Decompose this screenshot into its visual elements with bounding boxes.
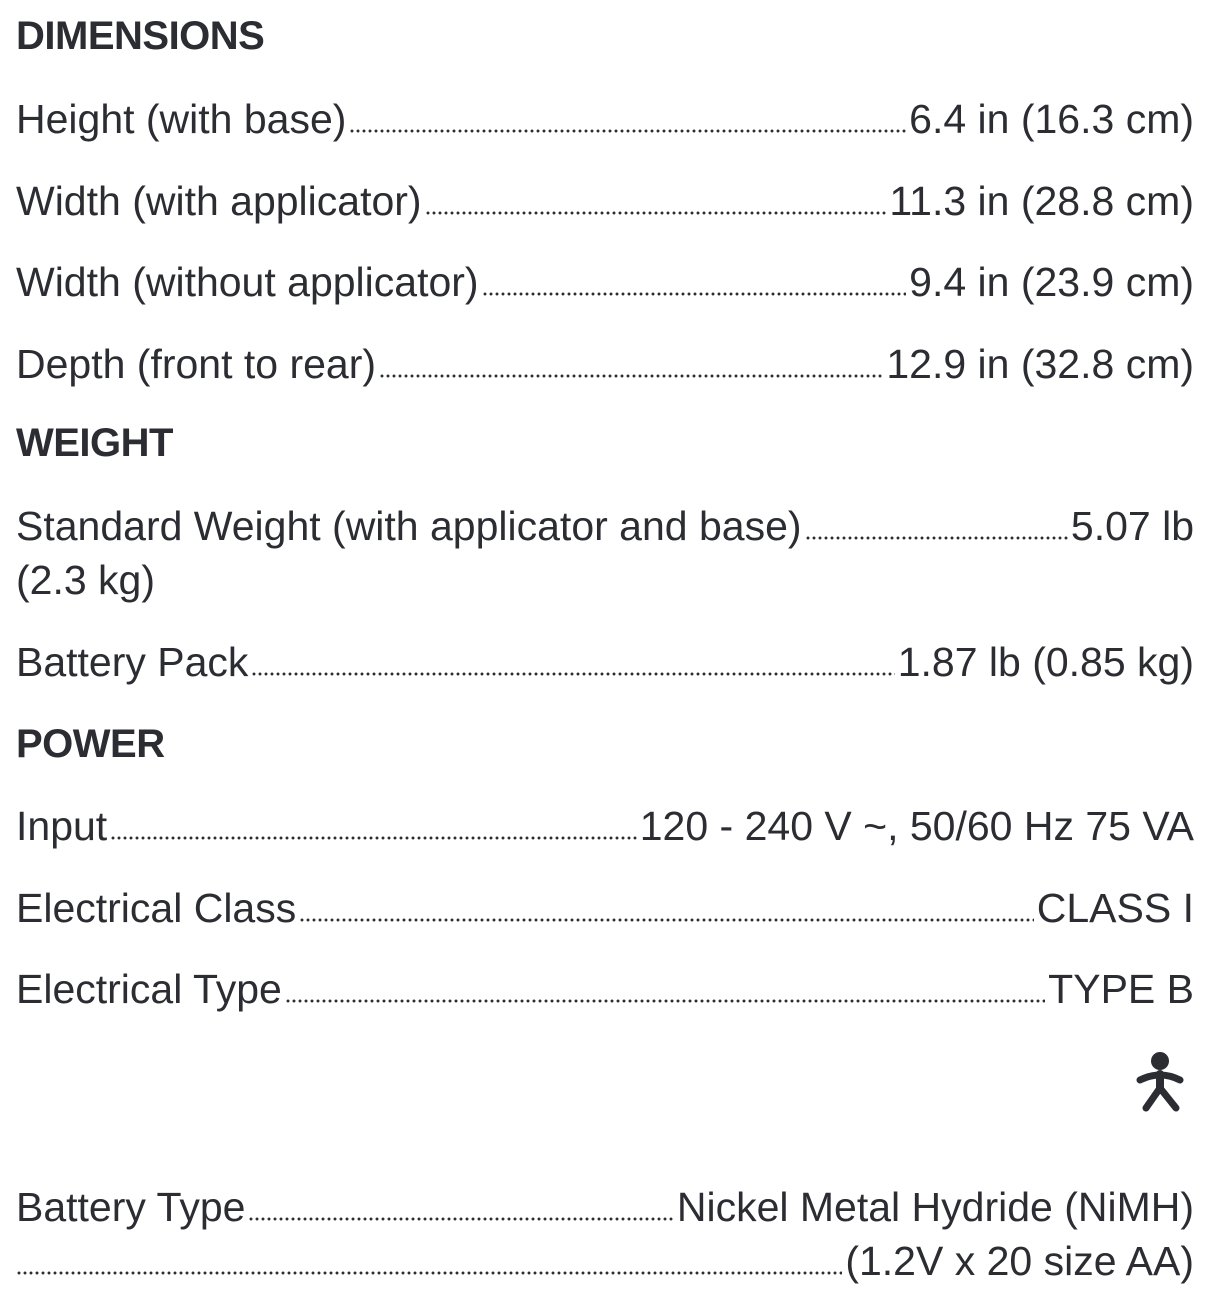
spec-value: TYPE B	[1048, 966, 1194, 1012]
spec-row-input	[16, 800, 1194, 852]
dot-leader	[379, 374, 883, 378]
spec-row-depth	[16, 338, 1194, 390]
spec-value: (1.2V x 20 size AA)	[845, 1238, 1194, 1284]
dot-leader	[251, 672, 894, 676]
spec-row-width-without-applicator	[16, 256, 1194, 308]
weight-heading: WEIGHT	[16, 421, 173, 465]
spec-label: Electrical Class	[16, 885, 297, 931]
spec-value: 11.3 in (28.8 cm)	[889, 178, 1194, 224]
spec-row-electrical-class	[16, 882, 1194, 934]
spec-label: Battery Type	[16, 1184, 246, 1230]
spec-row-width-with-applicator	[16, 175, 1194, 227]
dot-leader	[248, 1217, 673, 1221]
dot-leader	[285, 999, 1045, 1003]
spec-row-electrical-type	[16, 963, 1194, 1015]
spec-value: 5.07 lb	[1070, 503, 1194, 549]
power-heading: POWER	[16, 722, 165, 766]
spec-row-battery-type	[16, 1181, 1194, 1233]
type-b-applied-part-icon	[1136, 1050, 1184, 1114]
spec-label: Input	[16, 803, 108, 849]
dot-leader	[16, 1271, 842, 1275]
spec-value: 120 - 240 V ~, 50/60 Hz 75 VA	[639, 803, 1194, 849]
spec-label: Depth (front to rear)	[16, 341, 377, 387]
spec-value: 12.9 in (32.8 cm)	[886, 341, 1194, 387]
spec-value: CLASS I	[1036, 885, 1194, 931]
spec-row-battery-pack	[16, 636, 1194, 688]
spec-label: Standard Weight (with applicator and base)	[16, 503, 802, 549]
spec-label: Electrical Type	[16, 966, 282, 1012]
dot-leader	[349, 129, 906, 133]
spec-value: 6.4 in (16.3 cm)	[909, 96, 1194, 142]
spec-row-standard-weight	[16, 500, 1194, 552]
spec-label: Width (with applicator)	[16, 178, 422, 224]
spec-label: Width (without applicator)	[16, 259, 479, 305]
dimensions-heading: DIMENSIONS	[16, 14, 265, 58]
dot-leader	[482, 292, 907, 296]
dot-leader	[110, 836, 637, 840]
spec-value: Nickel Metal Hydride (NiMH)	[676, 1184, 1194, 1230]
spec-label: Height (with base)	[16, 96, 347, 142]
spec-value: 1.87 lb (0.85 kg)	[897, 639, 1194, 685]
spec-row-height	[16, 93, 1194, 145]
dot-leader	[805, 536, 1068, 540]
spec-value-continuation: (2.3 kg)	[16, 557, 155, 603]
spec-row-battery-type-continuation	[16, 1235, 1194, 1287]
spec-value: 9.4 in (23.9 cm)	[909, 259, 1194, 305]
dot-leader	[299, 918, 1034, 922]
dot-leader	[425, 211, 887, 215]
spec-label: Battery Pack	[16, 639, 249, 685]
